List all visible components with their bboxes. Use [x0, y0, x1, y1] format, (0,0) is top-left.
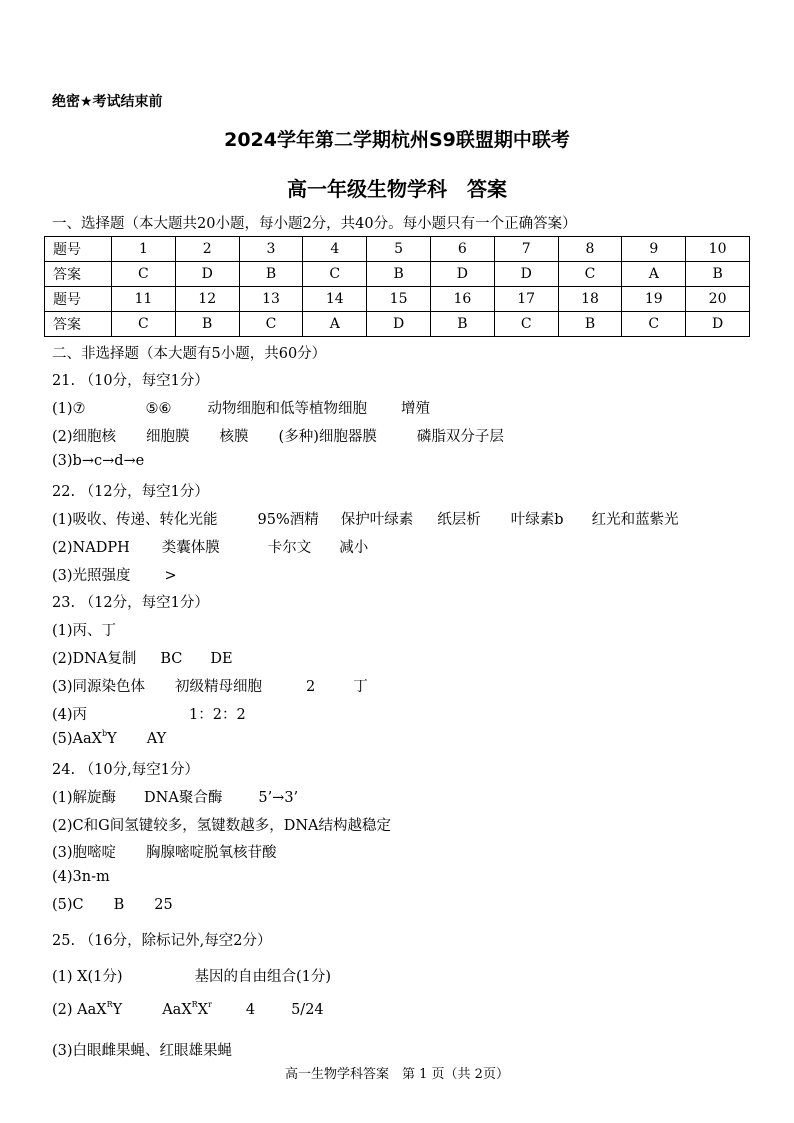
q21-line2	[52, 425, 504, 446]
q24-line4	[52, 869, 110, 885]
q-number: 16	[430, 287, 494, 312]
answer-cell: C	[112, 262, 176, 287]
answer-text: 纸层析	[437, 512, 481, 528]
q-number: 8	[558, 237, 622, 262]
genotype: (5)AaX$^b$Y	[52, 729, 117, 747]
answer-text: 5’→3’	[258, 790, 299, 806]
answer-cell: D	[430, 262, 494, 287]
answer-text: BC	[160, 651, 183, 667]
answer-text: 动物细胞和低等植物细胞	[207, 401, 368, 417]
answer-text: 细胞膜	[146, 429, 190, 445]
q24-line3	[52, 841, 277, 862]
q24-line5	[52, 897, 173, 913]
q-number: 20	[686, 287, 750, 312]
answer-text: (3)白眼雌果蝇、红眼雄果蝇	[52, 1043, 233, 1059]
q23-line4	[52, 703, 246, 724]
row-label: 题号	[45, 287, 112, 312]
section2-heading: 二、非选择题（本大题有5小题，共60分）	[52, 346, 327, 362]
answer-cell: B	[430, 312, 494, 337]
answer-text: (1)吸收、传递、转化光能	[52, 512, 218, 528]
row-label: 题号	[45, 237, 112, 262]
q-number: 19	[622, 287, 686, 312]
q24-line1	[52, 786, 298, 807]
answer-text: (3)胞嘧啶	[52, 845, 117, 861]
q-number: 5	[367, 237, 431, 262]
answer-text: (3)同源染色体	[52, 679, 146, 695]
q25-line2	[52, 1002, 324, 1018]
answer-text: 4	[245, 1002, 256, 1018]
q-number: 13	[239, 287, 303, 312]
exam-subtitle: 高一年级生物学科 答案	[287, 177, 507, 201]
q-number: 3	[239, 237, 303, 262]
page-footer: 高一生物学科答案 第 1 页（共 2页）	[285, 1067, 509, 1082]
answer-text: (4)3n-m	[52, 869, 110, 885]
answer-text: (3)光照强度	[52, 568, 131, 584]
q25-line1	[52, 965, 331, 986]
answer-cell: A	[303, 312, 367, 337]
answer-cell: C	[303, 262, 367, 287]
q24-line2	[52, 814, 391, 835]
answer-text: 5/24	[291, 1002, 324, 1018]
answer-text: 红光和蓝紫光	[591, 512, 679, 528]
q-number: 11	[112, 287, 176, 312]
answer-text: 初级精母细胞	[175, 679, 263, 695]
q24-title: 24. （10分,每空1分）	[52, 762, 199, 778]
answer-text: 基因的自由组合(1分)	[194, 969, 332, 985]
q23-line5	[52, 731, 166, 747]
q23-title: 23. （12分，每空1分）	[52, 595, 209, 611]
answer-cell: C	[558, 262, 622, 287]
row-label: 答案	[45, 312, 112, 337]
q-number: 6	[430, 237, 494, 262]
answer-text: 类囊体膜	[161, 540, 220, 556]
q22-line2	[52, 536, 368, 557]
table-row	[45, 262, 750, 287]
q-number: 17	[494, 287, 558, 312]
answer-text: 增殖	[401, 401, 431, 417]
q-number: 4	[303, 237, 367, 262]
answer-text: (2)细胞核	[52, 429, 117, 445]
answer-cell: B	[686, 262, 750, 287]
answer-text: B	[113, 897, 125, 913]
q-number: 9	[622, 237, 686, 262]
answer-text: >	[164, 568, 177, 584]
answer-text: 25	[154, 897, 173, 913]
genotype: $AaX^RX^r$	[162, 1000, 212, 1018]
answer-table	[44, 236, 750, 337]
confidential-label: 绝密★考试结束前	[52, 94, 163, 110]
q-number: 18	[558, 287, 622, 312]
answer-text: (2)C和G间氢键较多，氢键数越多，DNA结构越稳定	[52, 818, 391, 834]
answer-text: 丁	[353, 679, 368, 695]
q22-title: 22. （12分，每空1分）	[52, 484, 209, 500]
answer-text: 95%酒精	[257, 512, 319, 528]
answer-text: ⑤⑥	[145, 401, 172, 417]
answer-text: 核膜	[219, 429, 249, 445]
answer-cell: D	[175, 262, 239, 287]
answer-text: (1)⑦	[52, 401, 86, 417]
q21-line3	[52, 453, 144, 469]
q25-title: 25. （16分，除标记外,每空2分）	[52, 933, 272, 949]
table-row	[45, 312, 750, 337]
answer-cell: B	[239, 262, 303, 287]
q-number: 1	[112, 237, 176, 262]
answer-text: AY	[146, 731, 167, 747]
answer-cell: C	[622, 312, 686, 337]
q-number: 2	[175, 237, 239, 262]
q23-line2	[52, 647, 233, 668]
answer-text: (1)丙、丁	[52, 623, 117, 639]
section1-heading: 一、选择题（本大题共20小题，每小题2分，共40分。每小题只有一个正确答案）	[52, 216, 577, 232]
answer-text: 减小	[339, 540, 369, 556]
q25-line3	[52, 1039, 232, 1060]
answer-cell: B	[558, 312, 622, 337]
answer-cell: D	[686, 312, 750, 337]
answer-cell: C	[112, 312, 176, 337]
q23-line1	[52, 619, 116, 640]
answer-cell: B	[367, 262, 431, 287]
answer-text: (3)b→c→d→e	[52, 453, 145, 469]
answer-text: DNA聚合酶	[144, 790, 223, 806]
q-number: 15	[367, 287, 431, 312]
answer-text: (2)NADPH	[52, 540, 130, 556]
answer-text: (2)DNA复制	[52, 651, 137, 667]
answer-cell: A	[622, 262, 686, 287]
answer-cell: D	[367, 312, 431, 337]
answer-text: (1) X(1分)	[52, 969, 123, 985]
answer-text: 保护叶绿素	[340, 512, 414, 528]
table-row	[45, 287, 750, 312]
genotype: (2) AaX$^R$Y	[52, 1000, 123, 1018]
answer-text: (5)C	[52, 897, 84, 913]
answer-text: 1：2：2	[189, 707, 246, 723]
q23-line3	[52, 675, 368, 696]
q-number: 7	[494, 237, 558, 262]
q-number: 14	[303, 287, 367, 312]
answer-cell: C	[494, 312, 558, 337]
answer-cell: B	[175, 312, 239, 337]
table-row	[45, 237, 750, 262]
answer-text: 磷脂双分子层	[416, 429, 504, 445]
answer-cell: C	[239, 312, 303, 337]
answer-text: DE	[210, 651, 233, 667]
answer-text: (1)解旋酶	[52, 790, 117, 806]
answer-text: 卡尔文	[267, 540, 312, 556]
q21-title: 21. （10分，每空1分）	[52, 373, 209, 389]
answer-text: 叶绿素b	[510, 512, 564, 528]
q-number: 12	[175, 287, 239, 312]
row-label: 答案	[45, 262, 112, 287]
answer-text: (多种)细胞器膜	[278, 429, 377, 445]
answer-text: 胸腺嘧啶脱氧核苷酸	[146, 845, 277, 861]
q21-line1	[52, 397, 430, 418]
answer-text: 2	[306, 679, 316, 695]
answer-cell: D	[494, 262, 558, 287]
q-number: 10	[686, 237, 750, 262]
exam-title: 2024学年第二学期杭州S9联盟期中联考	[224, 129, 570, 151]
q22-line1	[52, 508, 679, 529]
answer-text: (4)丙	[52, 707, 88, 723]
q22-line3	[52, 564, 177, 585]
